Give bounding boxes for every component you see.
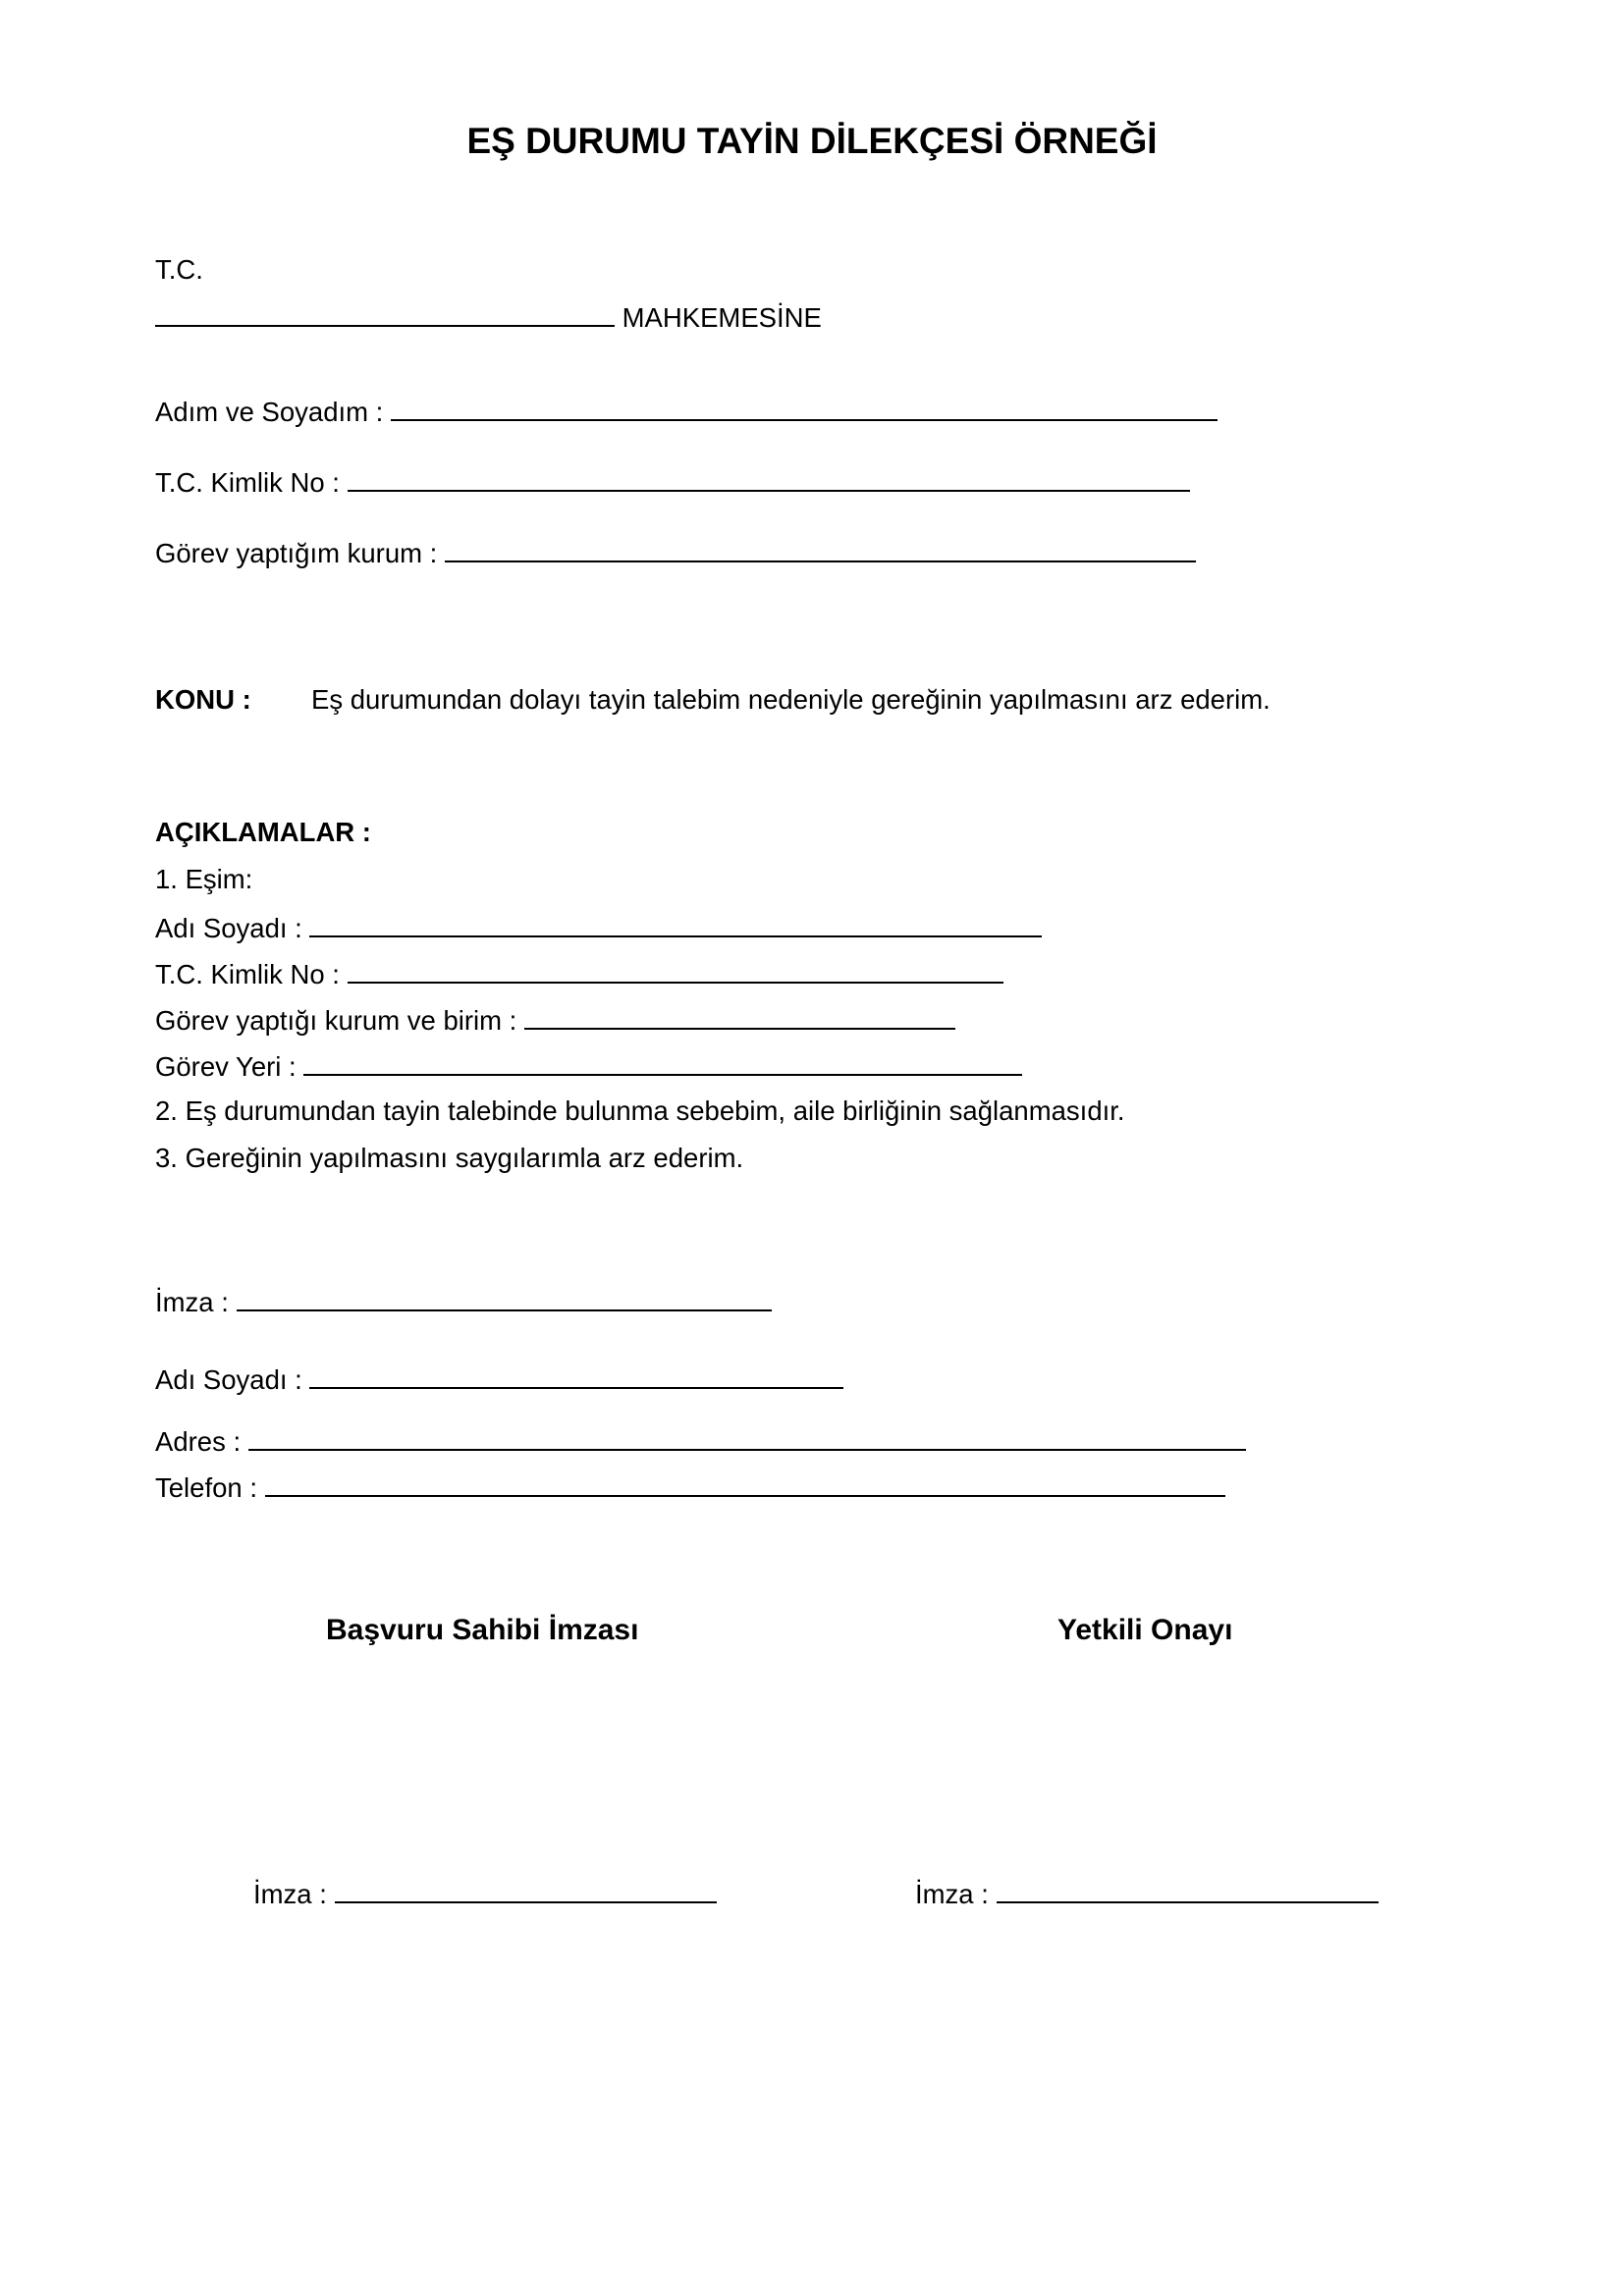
court-line [155, 299, 822, 335]
spouse-name-label: Adı Soyadı : [155, 913, 302, 943]
applicant-institution-label: Görev yaptığım kurum : [155, 538, 438, 568]
applicant-id-row [155, 464, 1190, 500]
document-title: EŞ DURUMU TAYİN DİLEKÇESİ ÖRNEĞİ [466, 121, 1158, 161]
court-name-field[interactable] [155, 299, 615, 327]
subject-label: KONU : [155, 684, 251, 715]
phone-row [155, 1469, 1225, 1505]
subject-text: Eş durumundan dolayı tayin talebim nedeniyle gereğinin yapılmasını arz ederim. [311, 684, 1271, 715]
spouse-institution-row [155, 1002, 955, 1038]
spouse-institution-label: Görev yaptığı kurum ve birim : [155, 1005, 517, 1036]
applicant-id-label: T.C. Kimlik No : [155, 467, 340, 498]
signature-row [155, 1284, 772, 1319]
footer-name-label: Adı Soyadı : [155, 1364, 302, 1395]
address-field[interactable] [248, 1423, 1246, 1451]
authority-approval-heading: Yetkili Onayı [1057, 1614, 1233, 1646]
applicant-institution-field[interactable] [445, 535, 1196, 562]
signature-field[interactable] [237, 1284, 772, 1311]
explanation-item-2: 2. Eş durumundan tayin talebinde bulunma sebebim, aile birliğinin sağlanmasıdır. [155, 1095, 1125, 1126]
applicant-signature-heading: Başvuru Sahibi İmzası [326, 1614, 639, 1646]
explanation-item-1: 1. Eşim: [155, 864, 253, 894]
spouse-location-field[interactable] [303, 1048, 1022, 1076]
applicant-sign-field[interactable] [335, 1876, 717, 1903]
spouse-id-label: T.C. Kimlik No : [155, 959, 340, 989]
authority-sign-row [915, 1876, 1379, 1911]
spouse-name-row [155, 910, 1042, 945]
footer-name-row [155, 1362, 843, 1397]
applicant-name-label: Adım ve Soyadım : [155, 397, 384, 427]
spouse-institution-field[interactable] [524, 1002, 955, 1030]
spouse-id-field[interactable] [348, 956, 1003, 984]
applicant-name-field[interactable] [391, 394, 1218, 421]
explanation-item-3: 3. Gereğinin yapılmasını saygılarımla arz ederim. [155, 1143, 744, 1173]
applicant-sign-row [253, 1876, 717, 1911]
spouse-name-field[interactable] [309, 910, 1042, 937]
applicant-name-row [155, 394, 1218, 429]
tc-header: T.C. [155, 254, 203, 285]
spouse-id-row [155, 956, 1003, 991]
footer-name-field[interactable] [309, 1362, 843, 1389]
phone-field[interactable] [265, 1469, 1225, 1497]
spouse-location-label: Görev Yeri : [155, 1051, 297, 1082]
court-suffix: MAHKEMESİNE [622, 302, 822, 333]
subject-row [155, 683, 251, 717]
explanations-heading: AÇIKLAMALAR : [155, 817, 371, 847]
phone-label: Telefon : [155, 1472, 257, 1503]
address-row [155, 1423, 1246, 1459]
applicant-sign-label: İmza : [253, 1879, 327, 1909]
applicant-institution-row [155, 535, 1196, 570]
spouse-location-row [155, 1048, 1022, 1084]
applicant-id-field[interactable] [348, 464, 1190, 492]
authority-sign-field[interactable] [997, 1876, 1379, 1903]
signature-label: İmza : [155, 1287, 229, 1317]
address-label: Adres : [155, 1426, 242, 1457]
authority-sign-label: İmza : [915, 1879, 989, 1909]
